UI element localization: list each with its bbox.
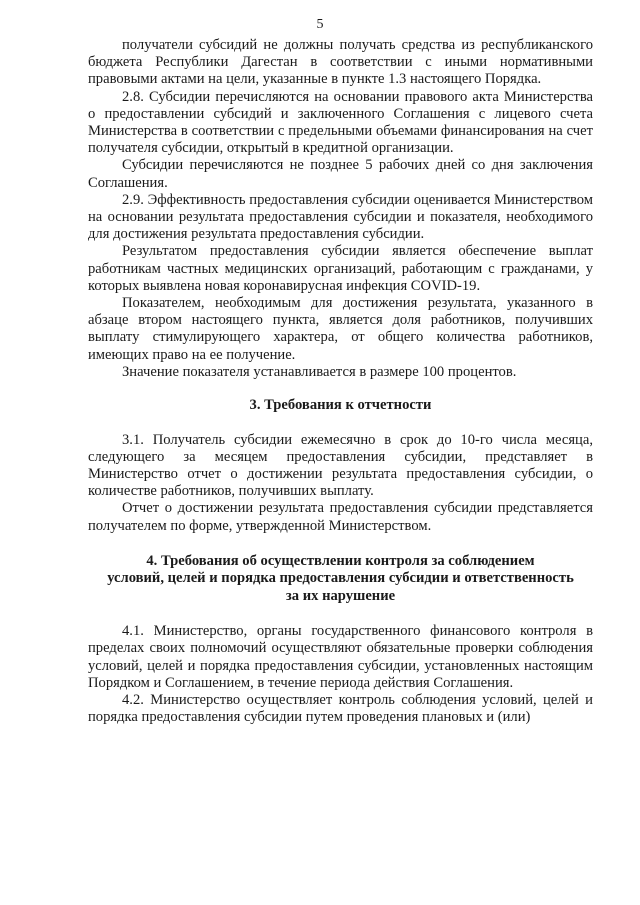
paragraph-4-1: 4.1. Министерство, органы государственного финансового контроля в пределах своих полномочий осуществляют обязательные проверки соблюдения условий, целей и порядка предоставления субсидии, установленных настоящим Порядком и Соглашением, в течение периода действия Соглашения. bbox=[88, 623, 593, 691]
section-3-heading: 3. Требования к отчетности bbox=[249, 397, 432, 414]
page-number: 5 bbox=[316, 17, 324, 32]
paragraph-result: Результатом предоставления субсидии является обеспечение выплат работникам частных медицинских организаций, работающим с гражданами, у которых выявлена новая коронавирусная инфекция COVID-19. bbox=[88, 243, 593, 294]
section-4-heading-line-3: за их нарушение bbox=[285, 587, 396, 604]
section-4-heading-line-1: 4. Требования об осуществлении контроля за соблюдением bbox=[146, 552, 535, 569]
paragraph-transfer-deadline: Субсидии перечисляются не позднее 5 рабочих дней со дня заключения Соглашения. bbox=[88, 157, 593, 191]
paragraph-indicator-value: Значение показателя устанавливается в размере 100 процентов. bbox=[122, 363, 517, 380]
paragraph-report-form: Отчет о достижении результата предоставления субсидии представляется получателем по форме, утвержденной Министерством. bbox=[88, 500, 593, 534]
paragraph-indicator: Показателем, необходимым для достижения результата, указанного в абзаце втором настоящего пункта, является доля работников, получивших выплату стимулирующего характера, от общего количества работников, имеющих право на ее получение. bbox=[88, 295, 593, 363]
paragraph-4-2: 4.2. Министерство осуществляет контроль соблюдения условий, целей и порядка предоставления субсидии путем проведения плановых и (или) bbox=[88, 692, 593, 726]
paragraph-2-8: 2.8. Субсидии перечисляются на основании правового акта Министерства о предоставлении субсидий и заключенного Соглашения с лицевого счета Министерства в соответствии с предельными объемами финансирования на счет получателя субсидии, открытый в кредитной организации. bbox=[88, 88, 593, 157]
section-4-heading-line-2: условий, целей и порядка предоставления субсидии и ответственность bbox=[107, 570, 574, 587]
section-4-heading bbox=[88, 553, 593, 606]
paragraph-recipients-restriction: получатели субсидий не должны получать средства из республиканского бюджета Республики Дагестан в соответствии с иными нормативными правовыми актами на цели, указанные в пункте 1.3 настоящего Порядка. bbox=[88, 37, 593, 88]
paragraph-2-9: 2.9. Эффективность предоставления субсидии оценивается Министерством на основании результата предоставления субсидии и показателя, необходимого для достижения результата предоставления субсидии. bbox=[88, 191, 593, 243]
document-body bbox=[88, 37, 593, 727]
paragraph-3-1: 3.1. Получатель субсидии ежемесячно в срок до 10-го числа месяца, следующего за месяцем предоставления субсидии, представляет в Министерство отчет о достижении результата предоставления субсидии, о количестве работников, получивших выплату. bbox=[88, 431, 593, 500]
